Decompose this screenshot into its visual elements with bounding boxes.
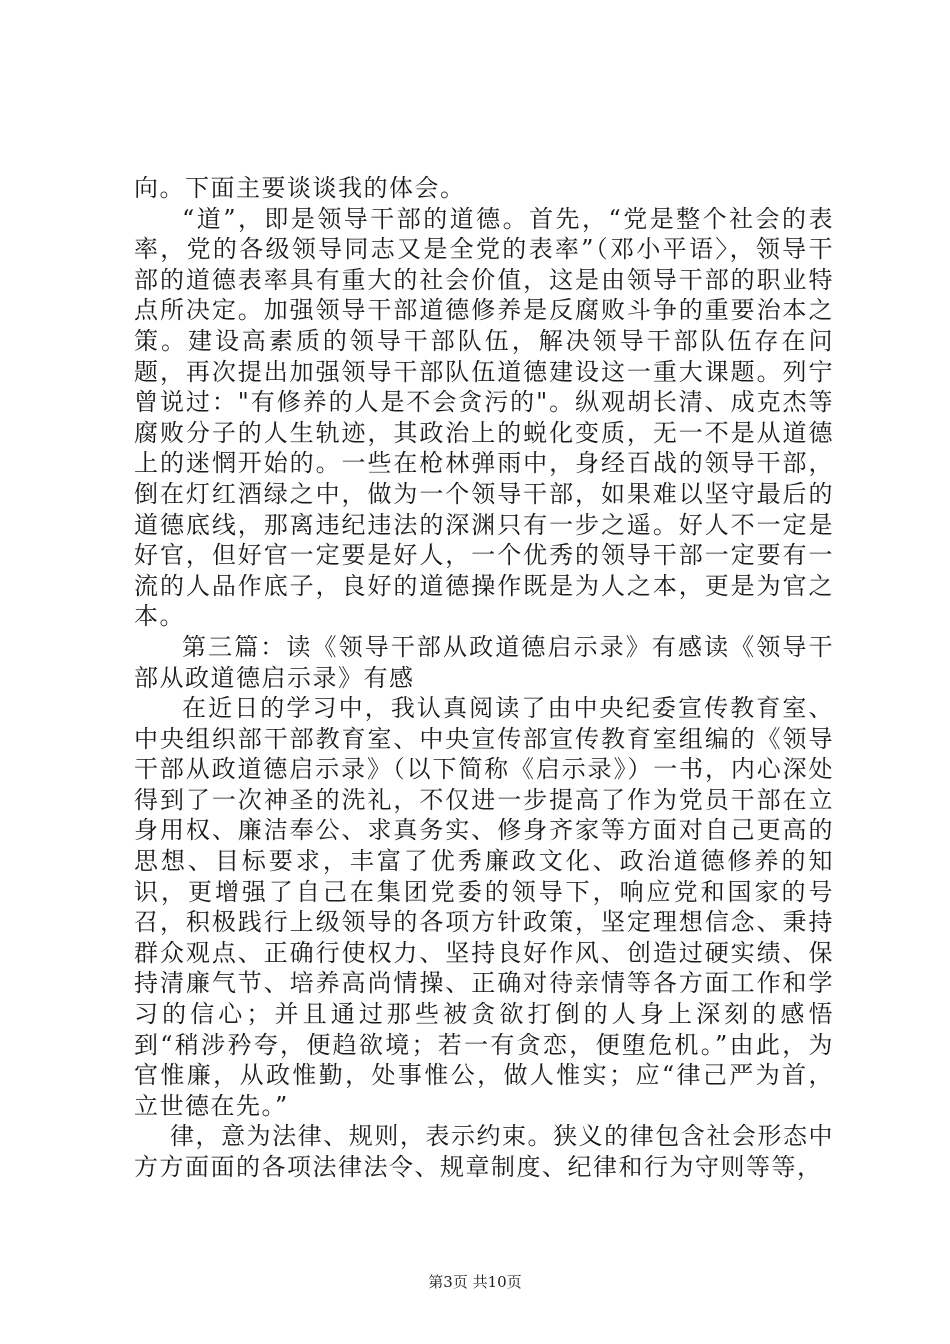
paragraph-reading-notes: 在近日的学习中，我认真阅读了由中央纪委宣传教育室、中央组织部干部教育室、中央宣传部宣传教育室组编的《领导干部从政道德启示录》（以下简称《启示录》）一书，内心深处得到了一次神圣的洗礼，不仅进一步提高了作为党员干部在立身用权、廉洁奉公、求真务实、修身齐家等方面对自己更高的思想、目标要求，丰富了优秀廉政文化、政治道德修养的知识，更增强了自己在集团党委的领导下，响应党和国家的号召，积极践行上级领导的各项方针政策，坚定理想信念、秉持群众观点、正确行使权力、坚持良好作风、创造过硬实绩、保持清廉气节、培养高尚情操、正确对待亲情等各方面工作和学习的信心；并且通过那些被贪欲打倒的人身上深刻的感悟到“稍涉矜夸，便趋欲境；若一有贪恋，便堕危机。”由此，为官惟廉，从政惟勤，处事惟公，做人惟实；应“律己严为首，立世德在先。” — [134, 694, 834, 1120]
paragraph-lv: 律，意为法律、规则，表示约束。狭义的律包含社会形态中方方面面的各项法律法令、规章制度、纪律和行为守则等等， — [134, 1122, 834, 1181]
paragraph-dao: “道”，即是领导干部的道德。首先，“党是整个社会的表率，党的各级领导同志又是全党的表率”（邓小平语〉，领导干部的道德表率具有重大的社会价值，这是由领导干部的职业特点所决定。加强领导干部道德修养是反腐败斗争的重要治本之策。建设高素质的领导干部队伍，解决领导干部队伍存在问题，再次提出加强领导干部队伍道德建设这一重大课题。列宁曾说过："有修养的人是不会贪污的"。纵观胡长清、成克杰等腐败分子的人生轨迹，其政治上的蜕化变质，无一不是从道德上的迷惘开始的。一些在枪林弹雨中，身经百战的领导干部，倒在灯红酒绿之中，做为一个领导干部，如果难以坚守最后的道德底线，那离违纪违法的深渊只有一步之遥。好人不一定是好官，但好官一定要是好人，一个优秀的领导干部一定要有一流的人品作底子，良好的道德操作既是为人之本，更是为官之本。 — [134, 204, 834, 631]
paragraph-section-heading: 第三篇：读《领导干部从政道德启示录》有感读《领导干部从政道德启示录》有感 — [134, 632, 834, 692]
page-footer: 第3页 共10页 — [428, 1273, 522, 1291]
paragraph-continuation: 向。下面主要谈谈我的体会。 — [134, 174, 466, 202]
document-body — [134, 173, 834, 1183]
